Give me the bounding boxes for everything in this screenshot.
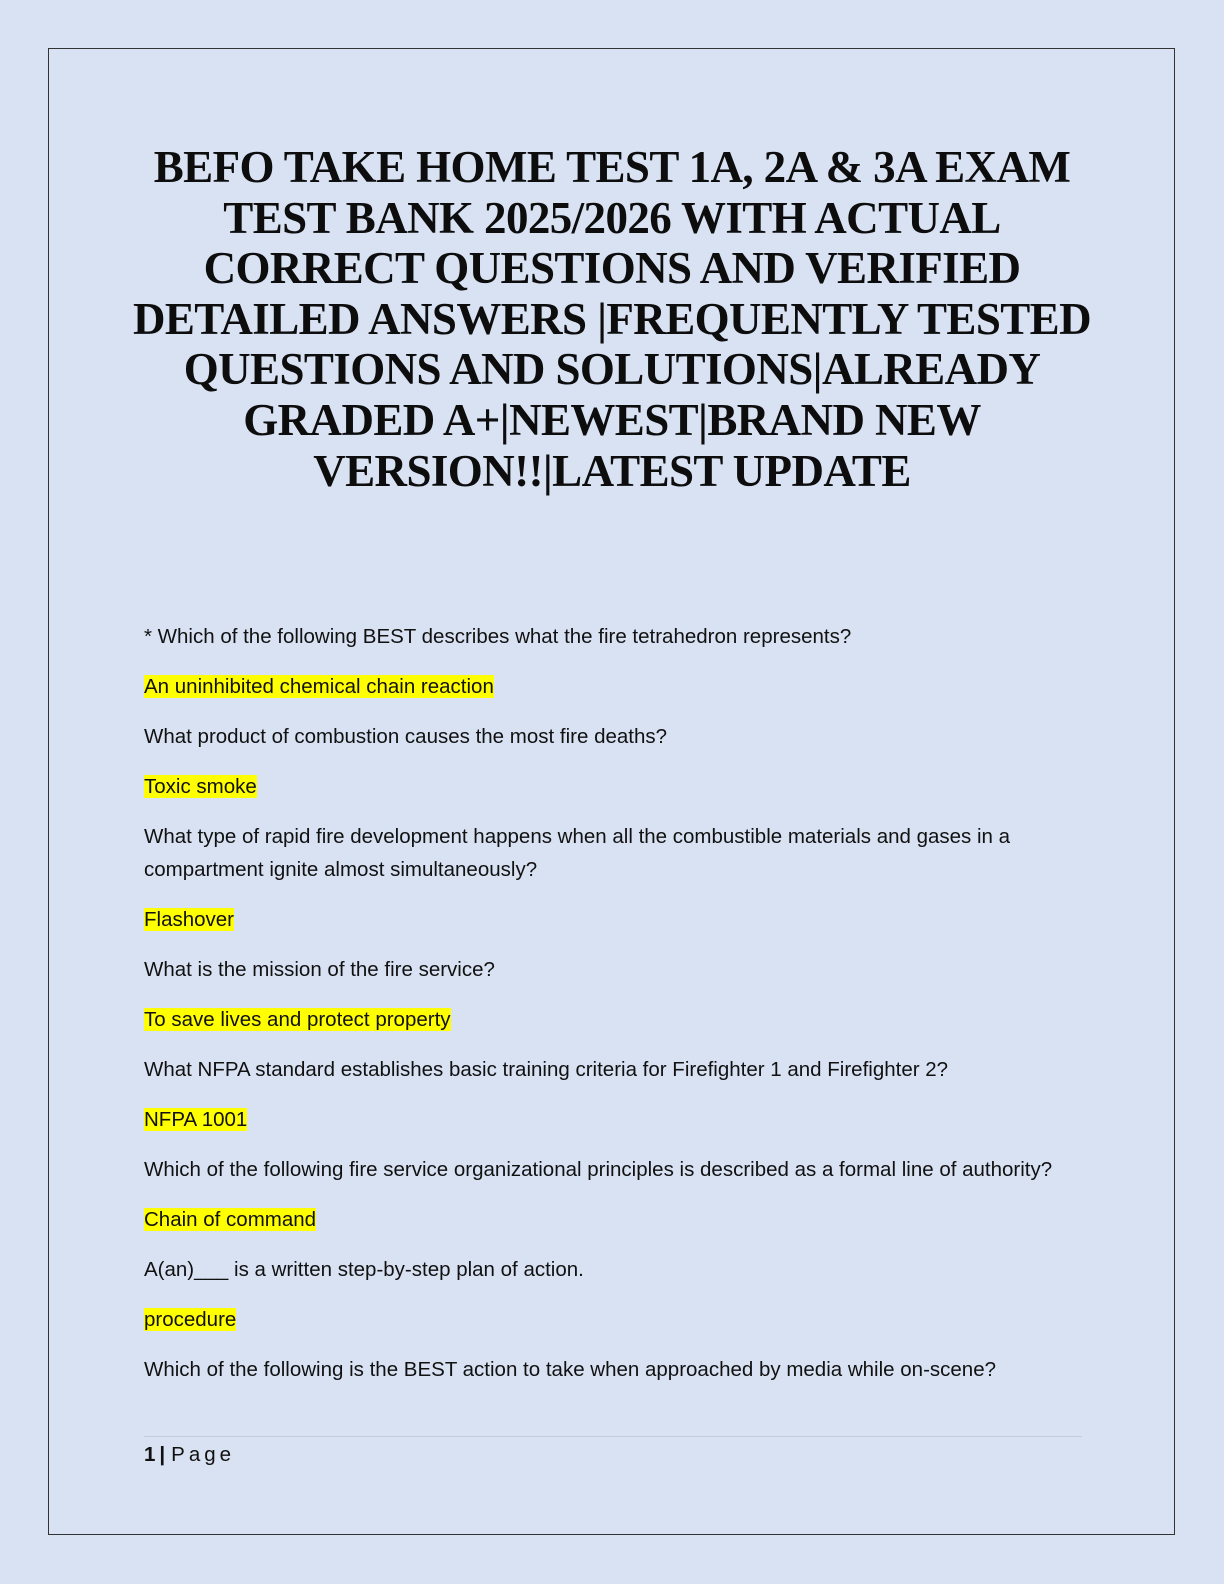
footer-separator: | — [159, 1443, 166, 1466]
answer-highlight: NFPA 1001 — [144, 1108, 248, 1131]
footer-divider — [144, 1436, 1082, 1437]
answer-text — [144, 670, 1084, 703]
answer-highlight: Flashover — [144, 908, 235, 931]
question-text: What product of combustion causes the most fire deaths? — [144, 725, 668, 748]
page-footer — [144, 1443, 235, 1467]
answer-highlight: To save lives and protect property — [144, 1008, 451, 1031]
answer-text — [144, 770, 1084, 803]
question-text: What type of rapid fire development happens when all the combustible materials and gases in a compartment ignite almost simultaneously? — [144, 825, 1011, 881]
answer-text — [144, 1103, 1084, 1136]
question-text: What NFPA standard establishes basic training criteria for Firefighter 1 and Firefighter 2? — [144, 1058, 949, 1081]
question-text: Which of the following is the BEST action to take when approached by media while on-scene? — [144, 1358, 997, 1381]
answer-highlight: Toxic smoke — [144, 775, 257, 798]
answer-text — [144, 1303, 1084, 1336]
page-label: Page — [171, 1443, 236, 1466]
question-text: Which of the following fire service organizational principles is described as a formal line of authority? — [144, 1158, 1053, 1181]
answer-highlight: procedure — [144, 1308, 237, 1331]
answer-highlight: Chain of command — [144, 1208, 317, 1231]
qa-list — [144, 620, 1084, 1403]
question-text: * Which of the following BEST describes what the fire tetrahedron represents? — [144, 625, 852, 648]
answer-highlight: An uninhibited chemical chain reaction — [144, 675, 494, 698]
document-title: BEFO TAKE HOME TEST 1A, 2A & 3A EXAM TEST BANK 2025/2026 WITH ACTUAL CORRECT QUESTIONS AND VERIFIED DETAILED ANSWERS |FREQUENTLY TESTED QUESTIONS AND SOLUTIONS|ALREADY GRADED A+|NEWEST|BRAND NEW VERSION!!|LATEST UPDATE — [133, 142, 1091, 496]
answer-text — [144, 903, 1084, 936]
question-text: A(an)___ is a written step-by-step plan of action. — [144, 1258, 584, 1281]
question-text: What is the mission of the fire service? — [144, 958, 495, 981]
answer-text — [144, 1003, 1084, 1036]
answer-text — [144, 1203, 1084, 1236]
page-number: 1 — [144, 1443, 156, 1466]
